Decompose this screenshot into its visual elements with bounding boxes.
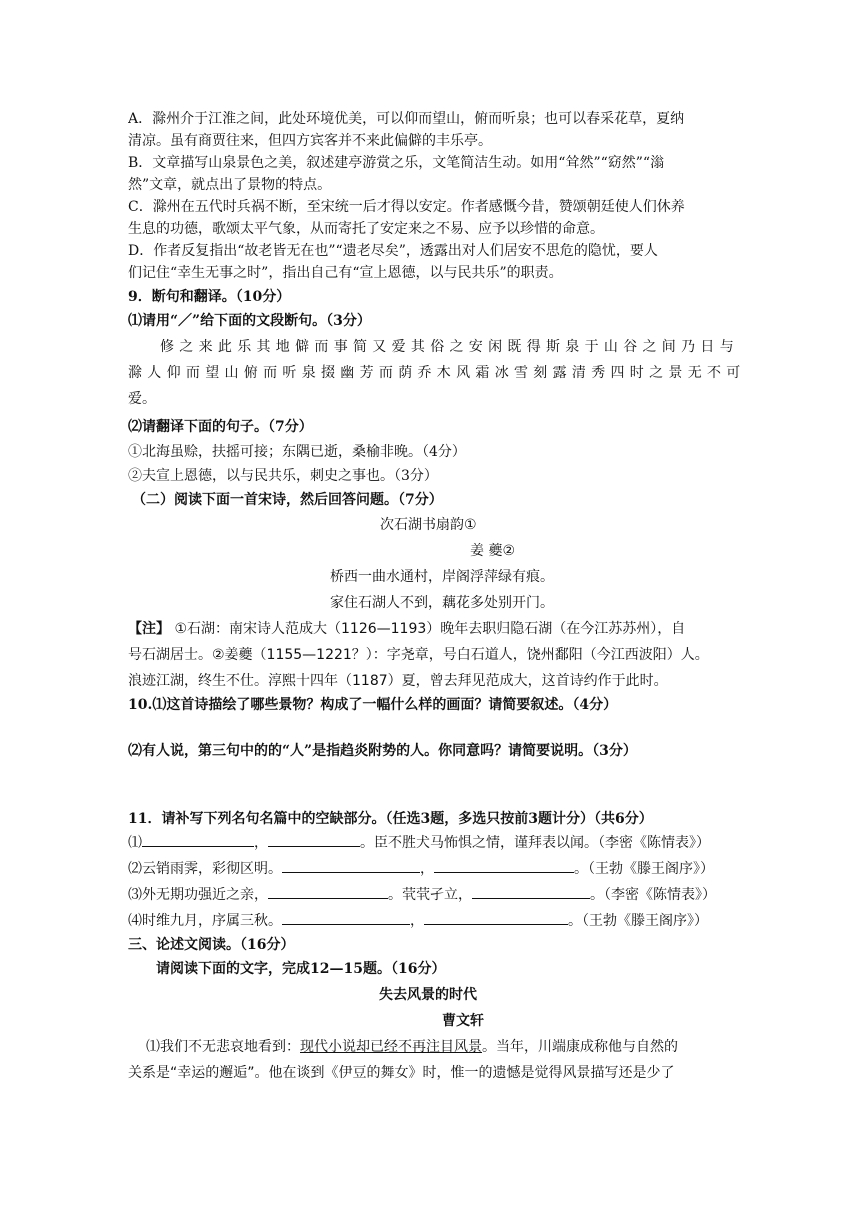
q9-sub2: ⑵请翻译下面的句子。（7分） — [128, 419, 313, 435]
option-d-line2: 们记住“幸生无事之时”，指出自己有“宣上恩德，以与民共乐”的职责。 — [128, 265, 563, 281]
poem-note-line2: 号石湖居士。②姜夔（1155—1221？）：字尧章，号白石道人，饶州鄱阳（今江西波阳）人。 — [128, 647, 709, 663]
poem-note-line1 — [128, 618, 740, 640]
q9-sub1: ⑴请用“／”给下面的文段断句。（3分） — [128, 313, 371, 329]
q9-passage-line3: 爱。 — [128, 391, 156, 407]
q11-item2-mid: ， — [420, 861, 434, 877]
blank-4a[interactable] — [282, 910, 410, 925]
para-underlined: 现代小说却已经不再注目风景 — [300, 1039, 482, 1055]
q10-part1: 10.⑴这首诗描绘了哪些景物？构成了一幅什么样的画面？请简要叙述。（4分） — [128, 697, 618, 713]
blank-1b[interactable] — [268, 832, 360, 847]
q11-title: 11．请补写下列名句名篇中的空缺部分。（任选3题，多选只按前3题计分）（共6分） — [128, 811, 653, 827]
q9-title: 9．断句和翻译。（10分） — [128, 289, 291, 305]
q11-item3-after: 。（李密《陈情表》） — [590, 887, 716, 903]
poem-author: 姜 夔② — [470, 543, 516, 559]
q9-passage-line1: 修之来此乐其地僻而事简又爱其俗之安闲既得斯泉于山谷之间乃日与 — [160, 339, 739, 355]
article-para-line1 — [146, 1036, 742, 1058]
para-rest: 。当年，川端康成称他与自然的 — [482, 1039, 678, 1055]
option-a-line1: A．滁州介于江淮之间，此处环境优美，可以仰而望山，俯而听泉；也可以春采花草，夏纳 — [128, 111, 685, 127]
blank-3b[interactable] — [472, 884, 590, 899]
blank-1a[interactable] — [142, 832, 254, 847]
q11-item2-after: 。（王勃《滕王阁序》） — [574, 861, 714, 877]
option-b-line2: 然”文章，就点出了景物的特点。 — [128, 177, 332, 193]
q11-item4-mid: ， — [410, 913, 424, 929]
q11-item4-after: 。（王勃《滕王阁序》） — [568, 913, 708, 929]
q11-item1-mid: ， — [254, 835, 268, 851]
blank-3a[interactable] — [268, 884, 388, 899]
q10-part2: ⑵有人说，第三句中的的“人”是指趋炎附势的人。你同意吗？请简要说明。（3分） — [128, 743, 637, 759]
article-title: 失去风景的时代 — [379, 987, 477, 1003]
blank-4b[interactable] — [424, 910, 568, 925]
q11-item1-after: 。臣不胜犬马怖惧之情，谨拜表以闻。（李密《陈情表》） — [360, 835, 710, 851]
q11-item4-prefix: ⑷时维九月，序属三秋。 — [128, 913, 282, 929]
option-b-line1: B．文章描写山泉景色之美，叙述建亭游赏之乐，文笔简洁生动。如用“耸然”“窈然”“滃 — [128, 155, 665, 171]
q9-passage-line2: 滁人仰而望山俯而听泉掇幽芳而荫乔木风霜冰雪刻露清秀四时之景无不可 — [128, 365, 746, 381]
note-label: 【注】 — [128, 621, 170, 637]
option-c-line1: C．滁州在五代时兵祸不断，至宋统一后才得以安定。作者感慨今昔，赞颂朝廷使人们休养 — [128, 199, 685, 215]
q11-item1-prefix: ⑴ — [128, 835, 142, 851]
poem-title: 次石湖书扇韵① — [380, 517, 477, 533]
blank-2a[interactable] — [282, 858, 420, 873]
q9-sentence-2: ②夫宣上恩德，以与民共乐，刺史之事也。（3分） — [128, 468, 438, 484]
poem-line-1: 桥西一曲水通村，岸阁浮萍绿有痕。 — [330, 569, 554, 585]
article-author: 曹文轩 — [442, 1013, 484, 1029]
option-d-line1: D．作者反复指出“故老皆无在也”“遗老尽矣”，透露出对人们居安不思危的隐忧，要人 — [128, 243, 658, 259]
q11-item3-prefix: ⑶外无期功强近之亲， — [128, 887, 268, 903]
blank-2b[interactable] — [434, 858, 574, 873]
q9-sentence-1: ①北海虽赊，扶摇可接；东隅已逝，桑榆非晚。（4分） — [128, 444, 466, 460]
poem-line-2: 家住石湖人不到，藕花多处别开门。 — [330, 595, 554, 611]
q11-item3-mid: 。茕茕孑立， — [388, 887, 472, 903]
note-text-1: ①石湖：南宋诗人范成大（1126—1193）晚年去职归隐石湖（在今江苏苏州），自 — [170, 621, 686, 637]
article-para-line2: 关系是“幸运的邂逅”。他在谈到《伊豆的舞女》时，惟一的遗憾是觉得风景描写还是少了 — [128, 1065, 675, 1081]
q11-item2-prefix: ⑵云销雨霁，彩彻区明。 — [128, 861, 282, 877]
q11-item-3 — [128, 884, 740, 906]
section3-heading: 三、论述文阅读。（16分） — [128, 937, 295, 953]
para-start: ⑴我们不无悲哀地看到： — [146, 1039, 300, 1055]
q11-item-1 — [128, 832, 740, 854]
poem-note-line3: 浪迹江湖，终生不仕。淳熙十四年（1187）夏，曾去拜见范成大，这首诗约作于此时。 — [128, 673, 668, 689]
q11-item-4 — [128, 910, 740, 932]
poem-section-heading: （二）阅读下面一首宋诗，然后回答问题。（7分） — [132, 492, 443, 508]
option-c-line2: 生息的功德，歌颂太平气象，从而寄托了安定来之不易、应予以珍惜的命意。 — [128, 221, 604, 237]
q11-item-2 — [128, 858, 740, 880]
option-a-line2: 清凉。虽有商贾往来，但四方宾客并不来此偏僻的丰乐亭。 — [128, 133, 492, 149]
section3-instruction: 请阅读下面的文字，完成12—15题。（16分） — [156, 961, 446, 977]
